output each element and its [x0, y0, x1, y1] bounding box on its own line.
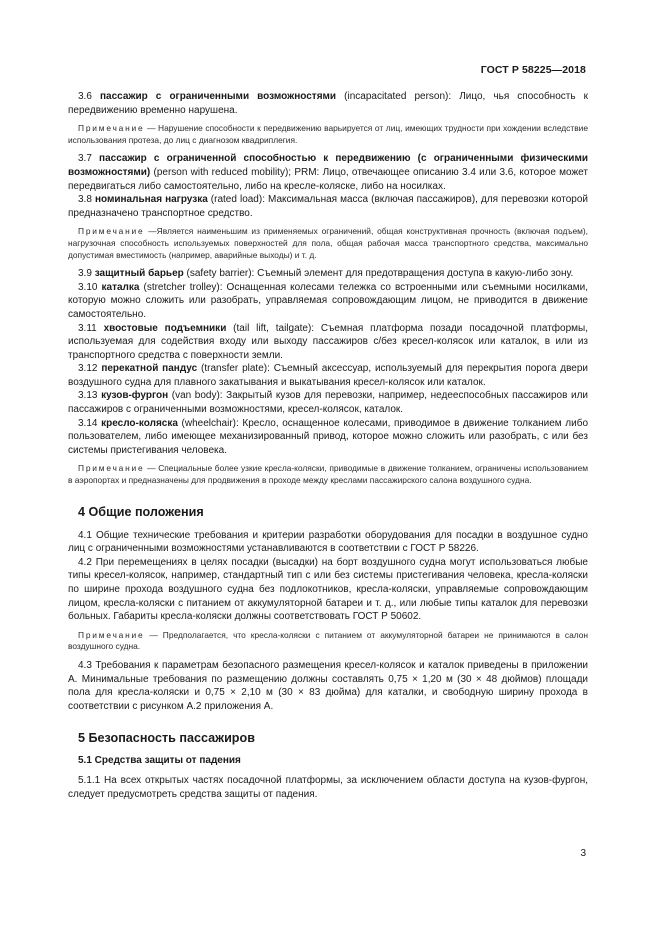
definition-3-14 — [68, 417, 588, 458]
definition-3-10 — [68, 281, 588, 322]
definition-text: (safety barrier): Съемный элемент для предотвращения доступа в какую-либо зону. — [183, 268, 574, 280]
definition-text: (incapacitated person): Лицо, чья способность к передвижению временно нарушена. — [68, 91, 589, 116]
document-id-header: ГОСТ Р 58225—2018 — [480, 64, 586, 76]
definition-3-13 — [68, 389, 588, 416]
section-heading-5: 5 Безопасность пассажиров — [78, 731, 255, 746]
subsection-heading-5-1: 5.1 Средства защиты от падения — [78, 755, 241, 767]
definition-text: (van body): Закрытый кузов для перевозки, например, недееспособных пассажиров или пассажиров с ограниченными возможностями, кресел-колясок, каталок. — [68, 390, 588, 416]
term: номинальная нагрузка — [94, 194, 208, 206]
clause-number: 3.13 — [78, 390, 98, 402]
definition-text: (stretcher trolley): Оснащенная колесами тележка со встроенными или съемными носилками, которую можно сложить или разобрать, управляемая сопровождающим лицом, не приводится в движение самостоятельно. — [68, 281, 588, 320]
clause-number: 3.12 — [78, 363, 98, 375]
note-3-8 — [68, 226, 588, 261]
term: пассажир с ограниченными возможностями — [99, 91, 337, 102]
clause-number: 3.8 — [78, 194, 92, 206]
note-text: —Является наименьшим из применяемых ограничений, общая конструктивная прочность (включая подъем), нагрузочная способность используемых поверхностей для пола, общая рабочая масса транспортного средства, максимально допустимая вместимость (например, аварийные выходы) и т. д. — [68, 226, 588, 260]
clause-number: 3.10 — [78, 281, 98, 293]
note-3-14 — [68, 463, 588, 486]
definition-3-12 — [68, 362, 588, 389]
note-label: Примечание — [78, 463, 145, 474]
term: кресло-коляска — [101, 417, 178, 429]
clause-number: 3.9 — [78, 268, 92, 280]
definition-text: (wheelchair): Кресло, оснащенное колесами, приводимое в движение толканием либо пользователем, либо имеющее механизированный привод, которое можно сложить или разобрать, с или без системы пристегивания человека. — [68, 417, 589, 456]
term: защитный барьер — [94, 268, 184, 280]
definition-3-6 — [68, 90, 588, 117]
definition-3-9 — [68, 267, 588, 281]
definition-text: (person with reduced mobility); PRM: Лицо, отвечающее описанию 3.4 или 3.6, которое может передвигаться либо самостоятельно, либо на кресле-коляске, либо на носилках. — [68, 166, 588, 192]
term: пассажир с ограниченной способностью к передвижению (с ограниченными физическими возможностями) — [68, 153, 588, 178]
paragraph-5-1-1: 5.1.1 На всех открытых частях посадочной платформы, за исключением области доступа на кузов-фургон, следует предусмотреть средства защиты от падения. — [68, 775, 588, 800]
definition-3-8 — [68, 193, 588, 220]
note-label: Примечание — [78, 123, 145, 134]
definition-3-7 — [68, 152, 588, 193]
term: перекатной пандус — [101, 363, 198, 375]
note-label: Примечание — [78, 629, 145, 640]
note-label: Примечание — [78, 226, 145, 237]
definition-text: (transfer plate): Съемный аксессуар, используемый для перекрытия порога двери воздушного судна для плавного закатывания и выкатывания кресел-колясок или каталок. — [68, 363, 588, 388]
clause-number: 3.6 — [78, 91, 92, 102]
paragraph-4-3: 4.3 Требования к параметрам безопасного размещения кресел-колясок и каталок приведены в приложении А. Минимальные требования по размещению должны составлять 0,75 × 1,20 м (30 × 48 дюймов) площади пола для кресла-коляски и 0,75 × 2,10 м (30 × 83 дюйма) для каталки, и свободную ширину прохода в соответствии с рисунком А.2 приложения А. — [68, 659, 588, 712]
term: каталка — [101, 281, 140, 293]
clause-number: 3.11 — [78, 322, 97, 334]
term: кузов-фургон — [101, 390, 169, 402]
page-content — [68, 90, 588, 802]
note-text: — Специальные более узкие кресла-коляски, приводимые в движение толканием, ограничены использованием в аэропортах и предназначены для продвижения в проходе между креслами пассажирского салона воздушного судна. — [68, 463, 588, 486]
term: хвостовые подъемники — [103, 322, 227, 334]
paragraph-4-2: 4.2 При перемещениях в целях посадки (высадки) на борт воздушного судна могут использоваться любые типы кресел-колясок, например, стандартный тип с или без системы пристегивания человека, кресла-коляски по ширине прохода воздушного судна без подлокотников, кресла-коляски, управляемые сопровождающим лицом, кресла-коляски с питанием от аккумуляторной батареи и т. д., или любые типы каталок для перевозки больных. Габариты кресла-коляски должны соответствовать ГОСТ Р 50602. — [68, 556, 588, 623]
section-heading-4: 4 Общие положения — [78, 504, 204, 519]
page-number: 3 — [580, 848, 586, 859]
clause-number: 3.7 — [78, 153, 92, 165]
note-text: — Предполагается, что кресла-коляски с питанием от аккумуляторной батареи не принимаются в салон воздушного судна. — [68, 629, 588, 652]
definition-3-11 — [68, 322, 588, 363]
definition-text: (tail lift, tailgate): Съемная платформа позади посадочной платформы, используемая для содействия входу или выходу пассажиров с/без кресел-колясок или каталок, в или из транспортного средства с поверхности земли. — [68, 322, 588, 361]
definition-text: (rated load): Максимальная масса (включая пассажиров), для перевозки которой предназначено транспортное средство. — [68, 194, 588, 219]
paragraph-4-1: 4.1 Общие технические требования и критерии разработки оборудования для посадки в воздушное судно лиц с ограниченными возможностями устанавливаются в соответствии с ГОСТ Р 58226. — [68, 529, 588, 555]
clause-number: 3.14 — [78, 417, 98, 429]
note-3-6 — [68, 123, 588, 146]
note-4-2 — [68, 630, 588, 653]
note-text: — Нарушение способности к передвижению варьируется от лиц, имеющих трудности при хождении вследствие использования протеза, до лиц с диагнозом квадриплегия. — [68, 123, 588, 145]
